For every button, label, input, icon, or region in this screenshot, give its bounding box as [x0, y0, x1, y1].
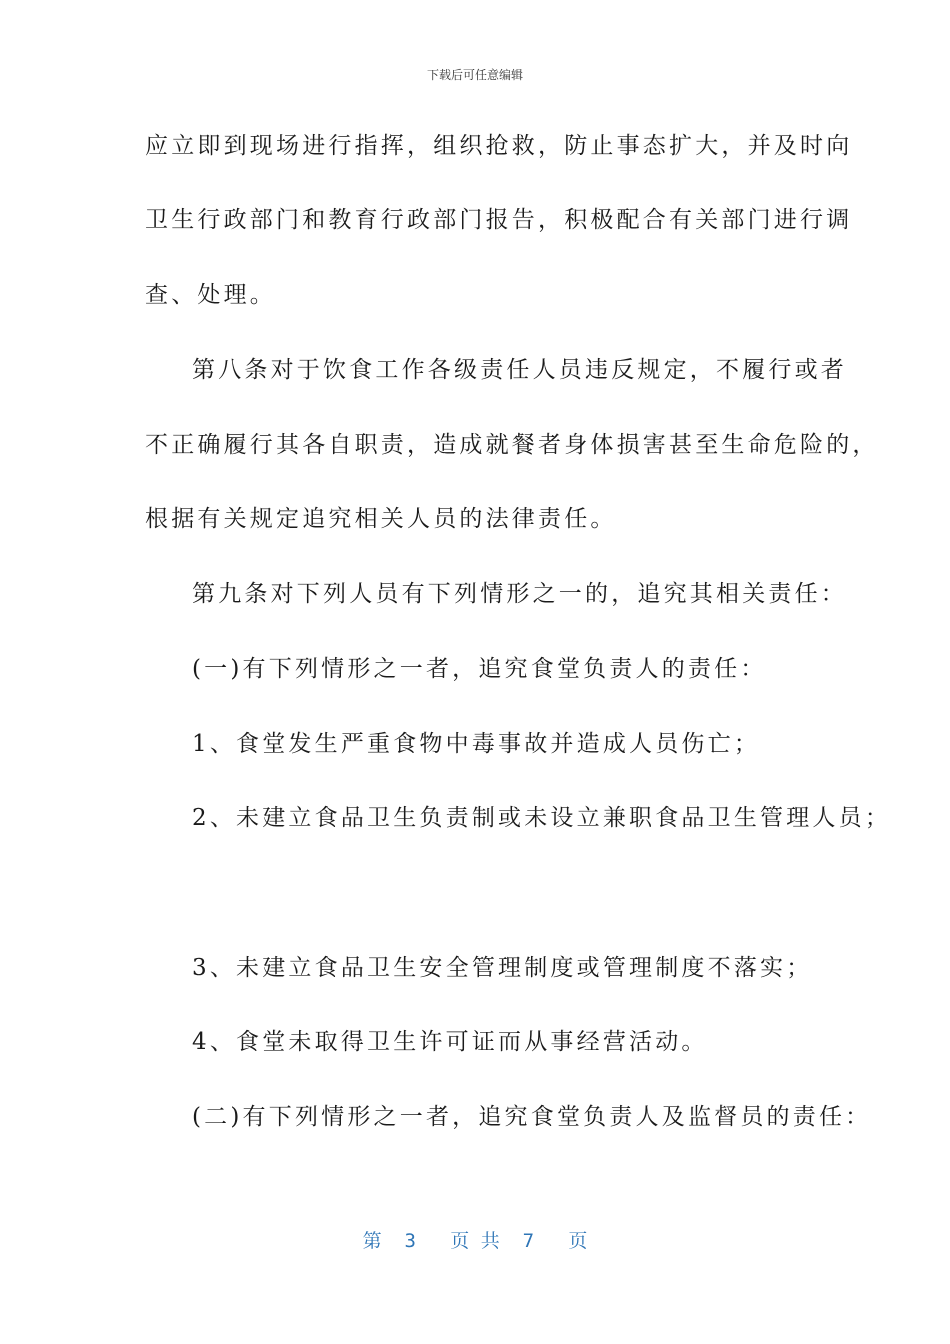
- paragraph-line: 卫生行政部门和教育行政部门报告，积极配合有关部门进行调: [145, 207, 853, 233]
- header-note: 下载后可任意编辑: [426, 68, 523, 82]
- list-item: 3、未建立食品卫生安全管理制度或管理制度不落实；: [192, 955, 813, 981]
- paragraph-line: 应立即到现场进行指挥，组织抢救，防止事态扩大，并及时向: [145, 133, 853, 159]
- paragraph-line: 根据有关规定追究相关人员的法律责任。: [145, 506, 617, 532]
- list-heading: (二)有下列情形之一者，追究食堂负责人及监督员的责任：: [192, 1104, 872, 1130]
- paragraph-line: 不正确履行其各自职责，造成就餐者身体损害甚至生命危险的，: [145, 432, 879, 458]
- list-item: 2、未建立食品卫生负责制或未设立兼职食品卫生管理人员；: [192, 805, 892, 831]
- list-heading: (一)有下列情形之一者，追究食堂负责人的责任：: [192, 656, 767, 682]
- paragraph-line: 第九条对下列人员有下列情形之一的，追究其相关责任：: [192, 581, 847, 607]
- paragraph-line: 第八条对于饮食工作各级责任人员违反规定，不履行或者: [192, 357, 847, 383]
- list-item: 4、食堂未取得卫生许可证而从事经营活动。: [192, 1029, 708, 1055]
- page-number: 第 3 页 共 7 页: [362, 1230, 588, 1252]
- list-item: 1、食堂发生严重食物中毒事故并造成人员伤亡；: [192, 731, 761, 757]
- paragraph-line: 查、处理。: [145, 282, 276, 308]
